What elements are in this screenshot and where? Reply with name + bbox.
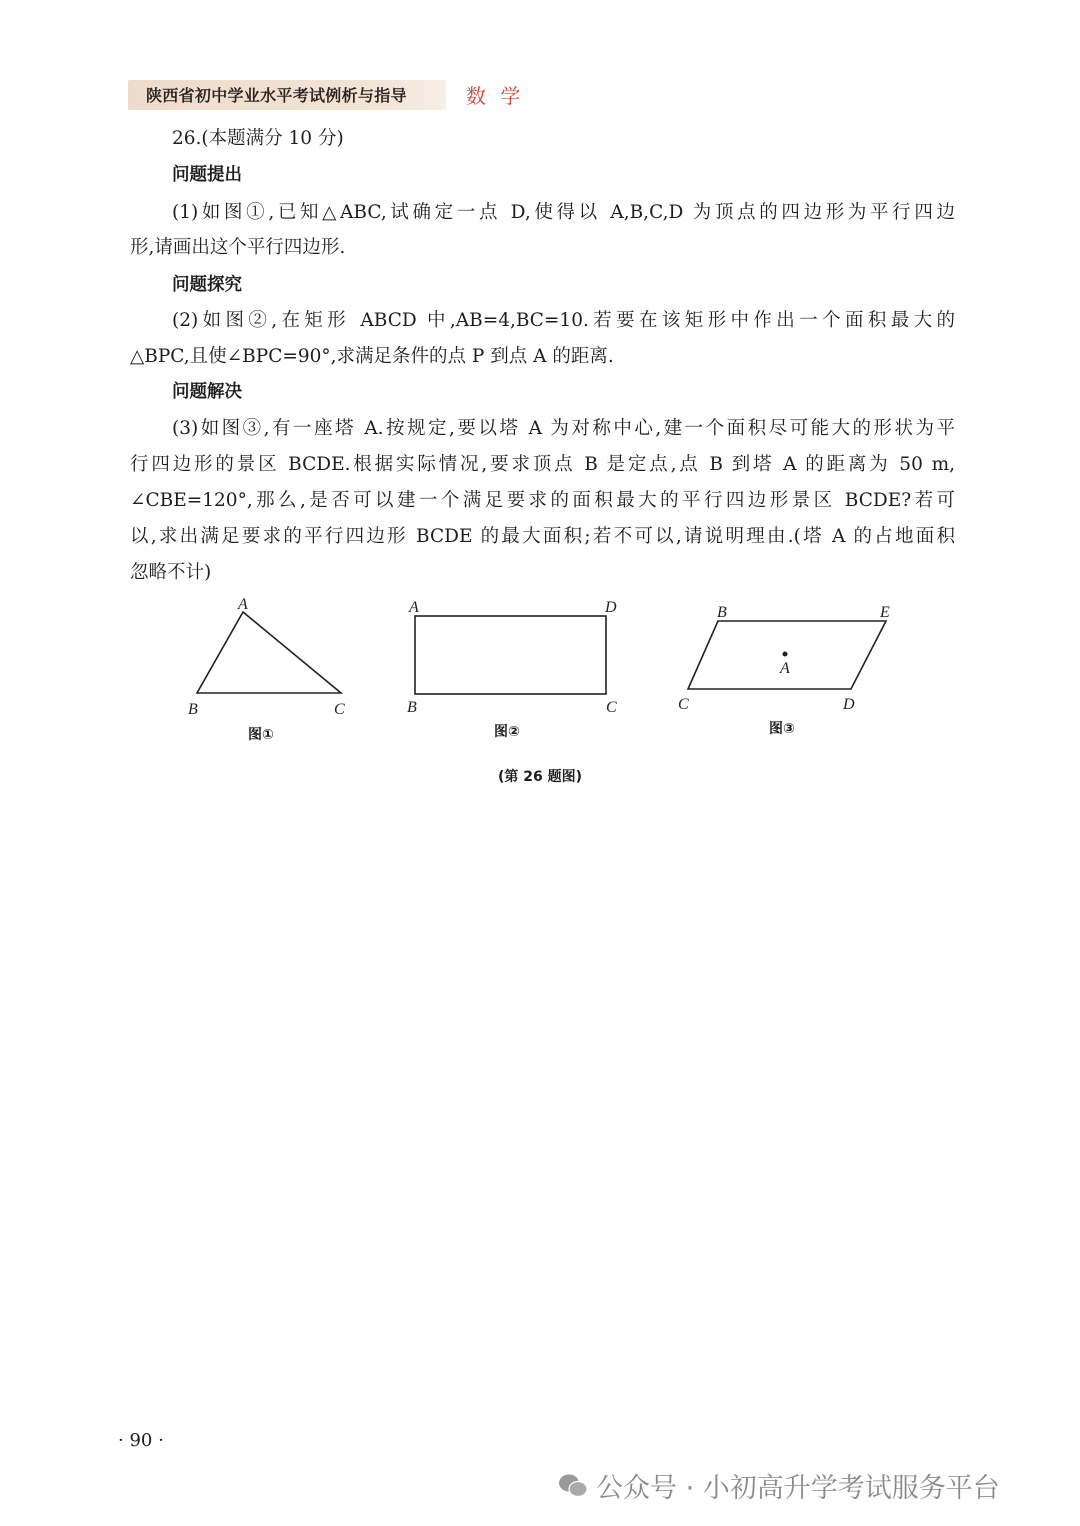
fig2-label-a: A (409, 599, 419, 616)
fig3-label-a: A (780, 660, 790, 677)
watermark-text: 公众号 · 小初高升学考试服务平台 (596, 1473, 1000, 1504)
text-line: △BPC,且使∠BPC=90°,求满足条件的点 P 到点 A 的距离. (130, 346, 614, 367)
fig2-label-c: C (606, 699, 617, 716)
fig3-label-c: C (678, 696, 689, 713)
text-line: 以,求出满足要求的平行四边形 BCDE 的最大面积;若不可以,请说明理由.(塔 A 的占地面积 (130, 526, 955, 547)
fig2-caption: 图② (494, 724, 520, 740)
fig3-label-d: D (843, 696, 855, 713)
text-line: (2)如图②,在矩形 ABCD 中,AB=4,BC=10.若要在该矩形中作出一个面积最大的 (172, 310, 955, 331)
problem-number: 26.(本题满分 10 分) (172, 128, 344, 149)
text-line: 忽略不计) (130, 562, 212, 583)
fig1-label-a: A (238, 596, 248, 613)
section-heading: 问题提出 (172, 165, 242, 185)
tower-point (783, 652, 788, 657)
fig1-label-b: B (188, 701, 198, 718)
fig2-label-b: B (407, 699, 417, 716)
wechat-icon (558, 1473, 588, 1499)
page-number: · 90 · (118, 1430, 164, 1451)
figure-1-triangle (197, 612, 341, 693)
figure-group-caption: (第 26 题图) (498, 769, 583, 785)
text-line: ∠CBE=120°,那么,是否可以建一个满足要求的面积最大的平行四边形景区 BCDE?若可 (130, 490, 955, 511)
fig3-caption: 图③ (769, 721, 795, 737)
fig1-label-c: C (334, 701, 345, 718)
text-line: 行四边形的景区 BCDE.根据实际情况,要求顶点 B 是定点,点 B 到塔 A 的距离为 50 m, (130, 454, 955, 475)
section-heading: 问题解决 (172, 382, 242, 402)
text-line: 形,请画出这个平行四边形. (130, 237, 346, 258)
fig1-caption: 图① (248, 727, 274, 743)
fig3-label-e: E (880, 604, 890, 621)
book-title: 陕西省初中学业水平考试例析与指导 (146, 86, 407, 105)
figure-2-rectangle (415, 616, 606, 694)
text-line: (1)如图①,已知△ABC,试确定一点 D,使得以 A,B,C,D 为顶点的四边形为平行四边 (172, 202, 955, 223)
watermark (558, 1466, 1000, 1505)
text-line: (3)如图③,有一座塔 A.按规定,要以塔 A 为对称中心,建一个面积尽可能大的形状为平 (172, 418, 955, 439)
fig3-label-b: B (717, 604, 727, 621)
subject-label: 数 学 (466, 84, 525, 108)
fig2-label-d: D (605, 599, 617, 616)
section-heading: 问题探究 (172, 275, 242, 295)
